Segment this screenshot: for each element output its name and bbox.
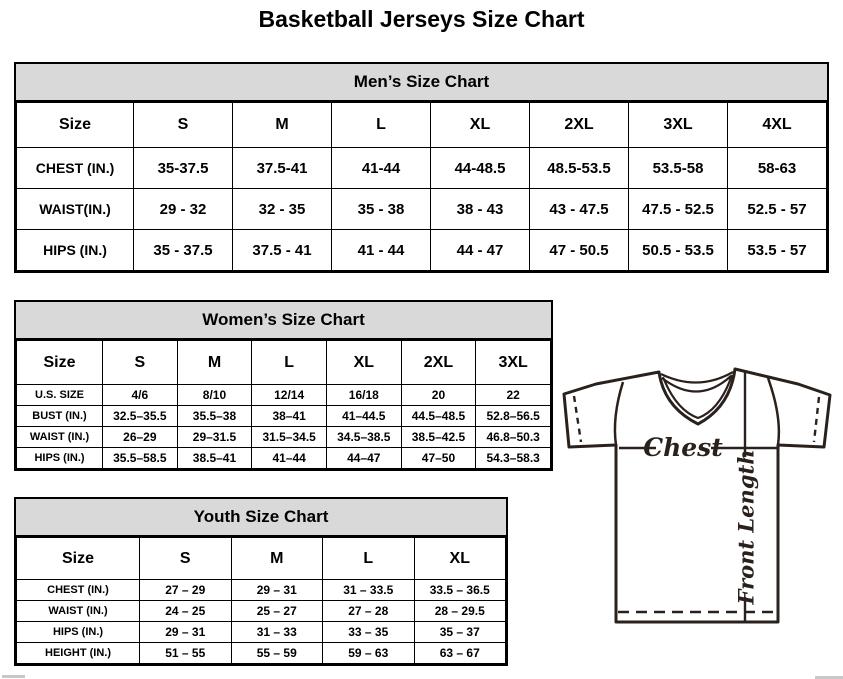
table-cell: 54.3–58.3 bbox=[476, 448, 551, 469]
column-header: S bbox=[103, 341, 178, 385]
cuff-stitch-right bbox=[814, 397, 819, 442]
table-cell: 29–31.5 bbox=[177, 427, 252, 448]
header-row bbox=[17, 341, 551, 385]
table-cell: 52.5 - 57 bbox=[728, 189, 827, 230]
column-header: S bbox=[134, 103, 233, 148]
table-cell: 44 - 47 bbox=[431, 230, 530, 271]
table-cell: 34.5–38.5 bbox=[326, 427, 401, 448]
table-cell: 8/10 bbox=[177, 385, 252, 406]
column-header: XL bbox=[431, 103, 530, 148]
column-header: XL bbox=[326, 341, 401, 385]
table-cell: 29 – 31 bbox=[231, 580, 323, 601]
table-cell: 38 - 43 bbox=[431, 189, 530, 230]
table-cell: 47 - 50.5 bbox=[530, 230, 629, 271]
table-cell: 44–47 bbox=[326, 448, 401, 469]
womens-size-table bbox=[14, 300, 553, 471]
table-cell: 26–29 bbox=[103, 427, 178, 448]
table-cell: 38.5–41 bbox=[177, 448, 252, 469]
table-row bbox=[17, 230, 827, 271]
column-header: M bbox=[233, 103, 332, 148]
column-header: S bbox=[140, 538, 232, 580]
table-cell: 35.5–38 bbox=[177, 406, 252, 427]
collar-inner-arcs bbox=[661, 372, 733, 418]
row-label: WAIST (IN.) bbox=[17, 601, 140, 622]
table-cell: 4/6 bbox=[103, 385, 178, 406]
jersey-outline bbox=[564, 369, 830, 622]
table-row bbox=[17, 622, 506, 643]
row-label: U.S. SIZE bbox=[17, 385, 103, 406]
table-cell: 47.5 - 52.5 bbox=[629, 189, 728, 230]
table-cell: 52.8–56.5 bbox=[476, 406, 551, 427]
mens-table-title: Men’s Size Chart bbox=[16, 64, 827, 102]
row-label: HIPS (IN.) bbox=[17, 622, 140, 643]
table-cell: 37.5 - 41 bbox=[233, 230, 332, 271]
column-header: 2XL bbox=[401, 341, 476, 385]
column-header: 4XL bbox=[728, 103, 827, 148]
table-cell: 32 - 35 bbox=[233, 189, 332, 230]
column-header: Size bbox=[17, 103, 134, 148]
table-cell: 38–41 bbox=[252, 406, 327, 427]
table-cell: 33 – 35 bbox=[323, 622, 415, 643]
table-cell: 44.5–48.5 bbox=[401, 406, 476, 427]
table-row bbox=[17, 427, 551, 448]
table-row bbox=[17, 385, 551, 406]
table-cell: 47–50 bbox=[401, 448, 476, 469]
table-cell: 44-48.5 bbox=[431, 148, 530, 189]
column-header: XL bbox=[414, 538, 506, 580]
row-label: HIPS (IN.) bbox=[17, 448, 103, 469]
table-cell: 35-37.5 bbox=[134, 148, 233, 189]
row-label: HIPS (IN.) bbox=[17, 230, 134, 271]
table-cell: 53.5 - 57 bbox=[728, 230, 827, 271]
chest-label: Chest bbox=[643, 433, 723, 462]
table-cell: 20 bbox=[401, 385, 476, 406]
table-cell: 35.5–58.5 bbox=[103, 448, 178, 469]
table-row bbox=[17, 643, 506, 664]
column-header: L bbox=[323, 538, 415, 580]
table-cell: 59 – 63 bbox=[323, 643, 415, 664]
header-row bbox=[17, 538, 506, 580]
table-cell: 41 - 44 bbox=[332, 230, 431, 271]
sleeve-seam-left bbox=[615, 382, 623, 445]
row-label: HEIGHT (IN.) bbox=[17, 643, 140, 664]
column-header: 3XL bbox=[629, 103, 728, 148]
table-cell: 50.5 - 53.5 bbox=[629, 230, 728, 271]
jersey-measurement-diagram bbox=[560, 362, 838, 628]
mens-size-grid bbox=[16, 102, 827, 271]
table-cell: 12/14 bbox=[252, 385, 327, 406]
table-row bbox=[17, 189, 827, 230]
column-header: 2XL bbox=[530, 103, 629, 148]
front-length-label: Front Length bbox=[733, 449, 759, 605]
table-cell: 25 – 27 bbox=[231, 601, 323, 622]
table-row bbox=[17, 148, 827, 189]
table-cell: 55 – 59 bbox=[231, 643, 323, 664]
table-cell: 29 – 31 bbox=[140, 622, 232, 643]
table-cell: 29 - 32 bbox=[134, 189, 233, 230]
table-cell: 32.5–35.5 bbox=[103, 406, 178, 427]
table-cell: 33.5 – 36.5 bbox=[414, 580, 506, 601]
table-cell: 48.5-53.5 bbox=[530, 148, 629, 189]
table-cell: 46.8–50.3 bbox=[476, 427, 551, 448]
table-cell: 22 bbox=[476, 385, 551, 406]
column-header: L bbox=[332, 103, 431, 148]
row-label: CHEST (IN.) bbox=[17, 148, 134, 189]
table-row bbox=[17, 580, 506, 601]
column-header: M bbox=[231, 538, 323, 580]
table-cell: 38.5–42.5 bbox=[401, 427, 476, 448]
table-cell: 41–44 bbox=[252, 448, 327, 469]
row-label: CHEST (IN.) bbox=[17, 580, 140, 601]
cutoff-fragment-left bbox=[2, 675, 25, 678]
youth-table-title: Youth Size Chart bbox=[16, 499, 506, 537]
table-cell: 16/18 bbox=[326, 385, 401, 406]
row-label: WAIST(IN.) bbox=[17, 189, 134, 230]
row-label: WAIST (IN.) bbox=[17, 427, 103, 448]
table-row bbox=[17, 406, 551, 427]
table-cell: 35 - 38 bbox=[332, 189, 431, 230]
table-cell: 58-63 bbox=[728, 148, 827, 189]
table-cell: 31 – 33 bbox=[231, 622, 323, 643]
table-row bbox=[17, 448, 551, 469]
table-cell: 28 – 29.5 bbox=[414, 601, 506, 622]
table-row bbox=[17, 601, 506, 622]
table-cell: 31.5–34.5 bbox=[252, 427, 327, 448]
table-cell: 37.5-41 bbox=[233, 148, 332, 189]
table-cell: 35 – 37 bbox=[414, 622, 506, 643]
table-cell: 63 – 67 bbox=[414, 643, 506, 664]
row-label: BUST (IN.) bbox=[17, 406, 103, 427]
youth-size-table bbox=[14, 497, 508, 666]
column-header: 3XL bbox=[476, 341, 551, 385]
youth-size-grid bbox=[16, 537, 506, 664]
column-header: L bbox=[252, 341, 327, 385]
table-cell: 27 – 28 bbox=[323, 601, 415, 622]
womens-size-grid bbox=[16, 340, 551, 469]
page-title: Basketball Jerseys Size Chart bbox=[258, 6, 585, 32]
table-cell: 31 – 33.5 bbox=[323, 580, 415, 601]
womens-table-title: Women’s Size Chart bbox=[16, 302, 551, 340]
table-cell: 53.5-58 bbox=[629, 148, 728, 189]
table-cell: 43 - 47.5 bbox=[530, 189, 629, 230]
table-cell: 24 – 25 bbox=[140, 601, 232, 622]
table-cell: 35 - 37.5 bbox=[134, 230, 233, 271]
table-cell: 41–44.5 bbox=[326, 406, 401, 427]
cuff-stitch-left bbox=[574, 396, 581, 442]
sleeve-seam-right bbox=[768, 378, 779, 445]
table-cell: 51 – 55 bbox=[140, 643, 232, 664]
column-header: Size bbox=[17, 538, 140, 580]
column-header: M bbox=[177, 341, 252, 385]
header-row bbox=[17, 103, 827, 148]
mens-size-table bbox=[14, 62, 829, 273]
table-cell: 27 – 29 bbox=[140, 580, 232, 601]
table-cell: 41-44 bbox=[332, 148, 431, 189]
column-header: Size bbox=[17, 341, 103, 385]
